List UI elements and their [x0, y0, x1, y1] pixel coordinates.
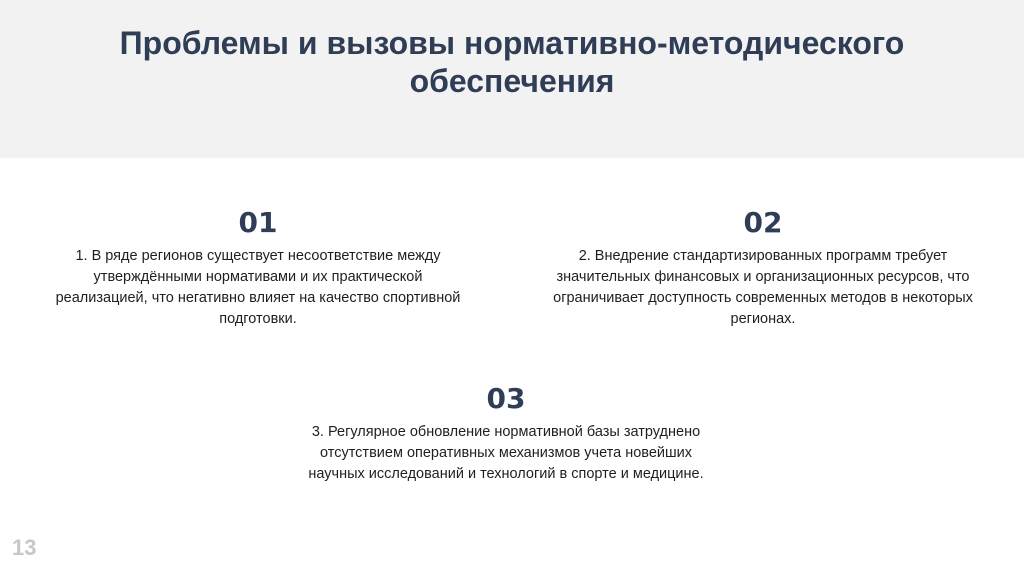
item-number: 03	[486, 382, 526, 415]
item-number: 02	[743, 206, 783, 239]
item-block-1	[50, 206, 466, 330]
item-block-3	[296, 382, 716, 485]
page-number: 13	[12, 535, 37, 560]
item-text: 2. Внедрение стандартизированных программ требует значительных финансовых и организационных ресурсов, что ограничивает доступность современных методов в некоторых регионах.	[553, 248, 973, 327]
item-block-2	[552, 206, 974, 330]
item-number: 01	[238, 206, 278, 239]
item-text: 3. Регулярное обновление нормативной базы затруднено отсутствием оперативных механизмов учета новейших научных исследований и технологий в спорте и медицине.	[308, 424, 704, 482]
item-text: 1. В ряде регионов существует несоответствие между утверждёнными нормативами и их практической реализацией, что негативно влияет на качество спортивной подготовки.	[55, 248, 461, 327]
slide-title: Проблемы и вызовы нормативно-методического обеспечения	[119, 25, 905, 99]
